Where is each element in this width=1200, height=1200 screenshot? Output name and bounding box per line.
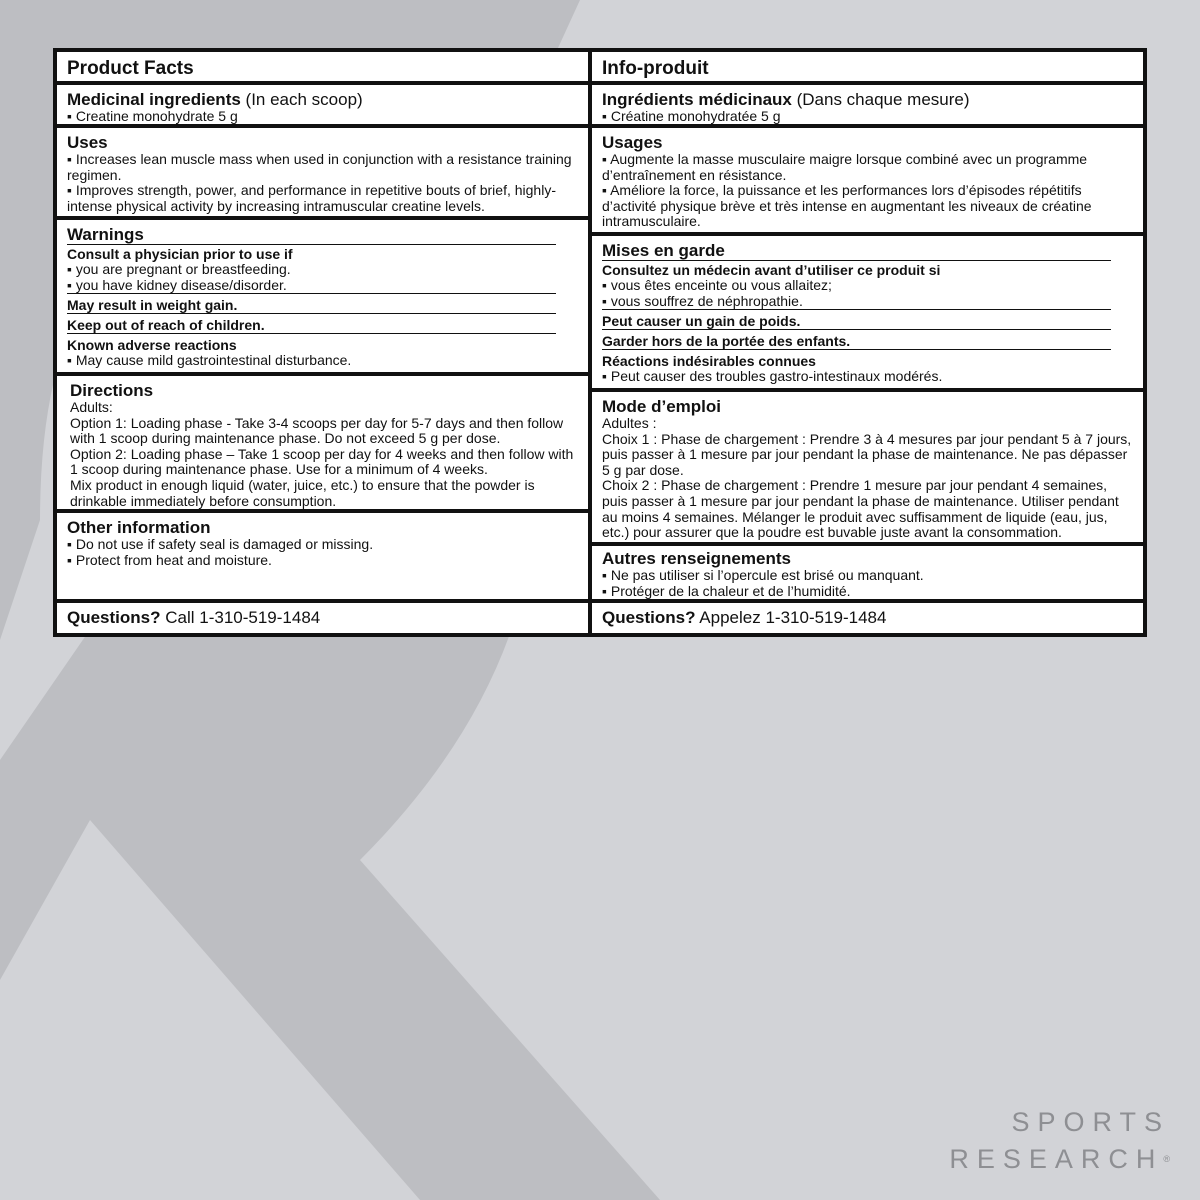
directions-line: Mix product in enough liquid (water, juice, etc.) to ensure that the powder is drinkable immediately before consumption. bbox=[70, 476, 535, 509]
uses-line: ▪ Improves strength, power, and performance in repetitive bouts of brief, highly-intense physical activity by increasing intramuscular creatine levels. bbox=[67, 182, 556, 214]
consult-physician: Consult a physician prior to use if bbox=[67, 244, 556, 262]
uses-line: ▪ Increases lean muscle mass when used in conjunction with a resistance training regimen. bbox=[67, 151, 572, 183]
directions-line: Adultes : bbox=[602, 415, 657, 431]
medicinal-heading: Ingrédients médicinaux bbox=[602, 90, 792, 109]
directions-line: Adults: bbox=[70, 399, 113, 415]
brand-line-2: RESEARCH bbox=[949, 1144, 1164, 1174]
brand-logo bbox=[949, 1104, 1170, 1178]
uses-heading: Usages bbox=[602, 133, 663, 152]
product-facts-panel bbox=[53, 48, 1147, 637]
other-information-line: ▪ Do not use if safety seal is damaged or missing. bbox=[67, 536, 374, 552]
french-column bbox=[588, 48, 1147, 637]
uses-heading: Uses bbox=[67, 133, 108, 152]
warnings-heading: Warnings bbox=[67, 225, 144, 244]
medicinal-ingredients-section bbox=[588, 81, 1147, 128]
warning-line: ▪ vous êtes enceinte ou vous allaitez; bbox=[602, 277, 832, 293]
weight-gain-warning: Peut causer un gain de poids. bbox=[602, 309, 1111, 329]
other-information-line: ▪ Protéger de la chaleur et de l’humidité. bbox=[602, 582, 851, 599]
questions-section bbox=[588, 599, 1147, 637]
uses-section bbox=[53, 124, 588, 220]
children-warning: Garder hors de la portée des enfants. bbox=[602, 329, 1111, 349]
consult-physician: Consultez un médecin avant d’utiliser ce produit si bbox=[602, 260, 1111, 278]
adverse-reaction-line: ▪ May cause mild gastrointestinal disturbance. bbox=[67, 352, 352, 369]
warnings-section bbox=[53, 216, 588, 376]
panel-title: Product Facts bbox=[67, 58, 194, 79]
title-box bbox=[588, 48, 1147, 85]
medicinal-heading: Medicinal ingredients bbox=[67, 90, 241, 109]
directions-line: Option 1: Loading phase - Take 3-4 scoops per day for 5-7 days and then follow with 1 scoop during maintenance phase. Do not exceed 5 g per dose. bbox=[70, 414, 564, 447]
questions-section bbox=[53, 599, 588, 637]
warnings-heading: Mises en garde bbox=[602, 241, 725, 260]
other-information-heading: Other information bbox=[67, 518, 211, 537]
children-warning: Keep out of reach of children. bbox=[67, 313, 556, 333]
weight-gain-warning: May result in weight gain. bbox=[67, 293, 556, 313]
uses-line: ▪ Améliore la force, la puissance et les performances lors d’épisodes répétitifs d’activité physique brève et très intense en augmentant les niveaux de créatine intramusculaire. bbox=[602, 182, 1092, 230]
warnings-section bbox=[588, 232, 1147, 392]
directions-line: Choix 2 : Phase de chargement : Prendre 1 mesure par jour pendant 4 semaines, puis passer à 1 mesure par jour pendant la phase de maintenance. Utiliser pendant au moins 4 semaines. Mélanger le produit avec suffisamment de liquide (eau, jus, etc.) pour assurer que la poudre est buvable juste avant la consommation. bbox=[602, 477, 1119, 541]
questions-label: Questions? bbox=[602, 608, 696, 627]
warning-line: ▪ you are pregnant or breastfeeding. bbox=[67, 261, 291, 277]
adverse-reaction-line: ▪ Peut causer des troubles gastro-intestinaux modérés. bbox=[602, 368, 943, 385]
panel-title: Info-produit bbox=[602, 58, 709, 79]
other-information-section bbox=[588, 542, 1147, 603]
brand-line-1: SPORTS bbox=[1011, 1107, 1170, 1137]
medicinal-line: ▪ Créatine monohydratée 5 g bbox=[602, 108, 781, 124]
other-information-section bbox=[53, 509, 588, 603]
directions-line: Option 2: Loading phase – Take 1 scoop per day for 4 weeks and then follow with 1 scoop during maintenance phase. Use for a minimum of 4 weeks. bbox=[70, 445, 574, 478]
adverse-reactions-heading: Known adverse reactions bbox=[67, 333, 556, 353]
directions-section bbox=[588, 388, 1147, 546]
directions-heading: Directions bbox=[70, 381, 154, 400]
medicinal-ingredients-section bbox=[53, 81, 588, 128]
other-information-line: ▪ Ne pas utiliser si l’opercule est brisé ou manquant. bbox=[602, 567, 924, 583]
directions-heading: Mode d’emploi bbox=[602, 397, 721, 416]
uses-line: ▪ Augmente la masse musculaire maigre lorsque combiné avec un programme d’entraînement en résistance. bbox=[602, 151, 1088, 183]
directions-section bbox=[53, 372, 588, 513]
questions-phone: Call 1-310-519-1484 bbox=[160, 608, 321, 627]
warning-line: ▪ vous souffrez de néphropathie. bbox=[602, 292, 803, 309]
questions-phone: Appelez 1-310-519-1484 bbox=[695, 608, 887, 627]
english-column bbox=[53, 48, 588, 637]
questions-label: Questions? bbox=[67, 608, 161, 627]
other-information-line: ▪ Protect from heat and moisture. bbox=[67, 551, 272, 568]
directions-line: Choix 1 : Phase de chargement : Prendre 3 à 4 mesures par jour pendant 5 à 7 jours, puis passer à 1 mesure par jour pendant la phase de maintenance. Ne pas dépasser 5 g par dose. bbox=[602, 430, 1132, 478]
registered-mark: ® bbox=[1163, 1154, 1170, 1164]
title-box bbox=[53, 48, 588, 85]
warning-line: ▪ you have kidney disease/disorder. bbox=[67, 276, 287, 293]
medicinal-heading-note: (In each scoop) bbox=[240, 90, 363, 109]
medicinal-heading-note: (Dans chaque mesure) bbox=[791, 90, 970, 109]
other-information-heading: Autres renseignements bbox=[602, 549, 791, 568]
adverse-reactions-heading: Réactions indésirables connues bbox=[602, 349, 1111, 369]
medicinal-line: ▪ Creatine monohydrate 5 g bbox=[67, 108, 238, 124]
uses-section bbox=[588, 124, 1147, 236]
